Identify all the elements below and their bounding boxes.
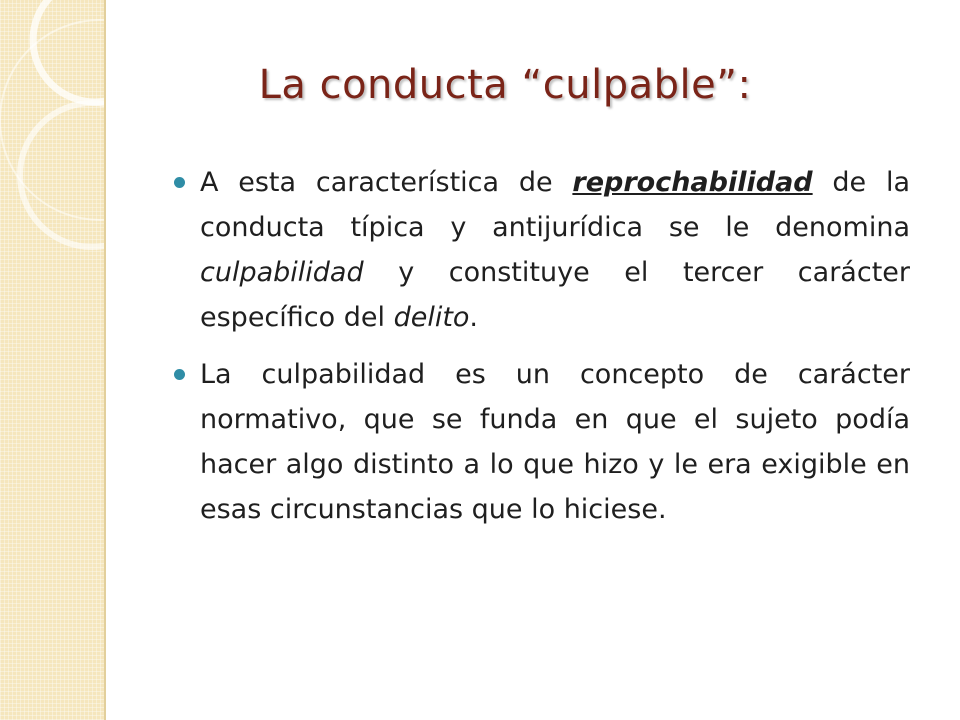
italic-term: delito — [393, 302, 470, 333]
decorative-circles-icon — [0, 0, 104, 720]
italic-term: culpabilidad — [200, 257, 364, 288]
slide-title: La conducta “culpable”: — [258, 62, 752, 108]
decorative-side-band — [0, 0, 106, 720]
bullet-item — [174, 352, 910, 532]
bullet-text: La culpabilidad es un concepto de carácter normativo, que se funda en que el sujeto podía hacer algo distinto a lo que hizo y le era exigible en esas circunstancias que lo hiciese. — [200, 359, 910, 525]
bullet-text: A esta característica de — [200, 167, 573, 198]
bullet-dot-icon — [174, 177, 185, 188]
emphasized-term: reprochabilidad — [572, 167, 813, 198]
bullet-text: y constituye el tercer carácter específico del — [200, 257, 910, 333]
bullet-dot-icon — [174, 369, 185, 380]
bullet-item — [174, 160, 910, 340]
bullet-text: . — [469, 302, 479, 333]
bullet-text: de la conducta típica y antijurídica se le denomina — [200, 167, 910, 243]
slide-content — [174, 160, 910, 544]
